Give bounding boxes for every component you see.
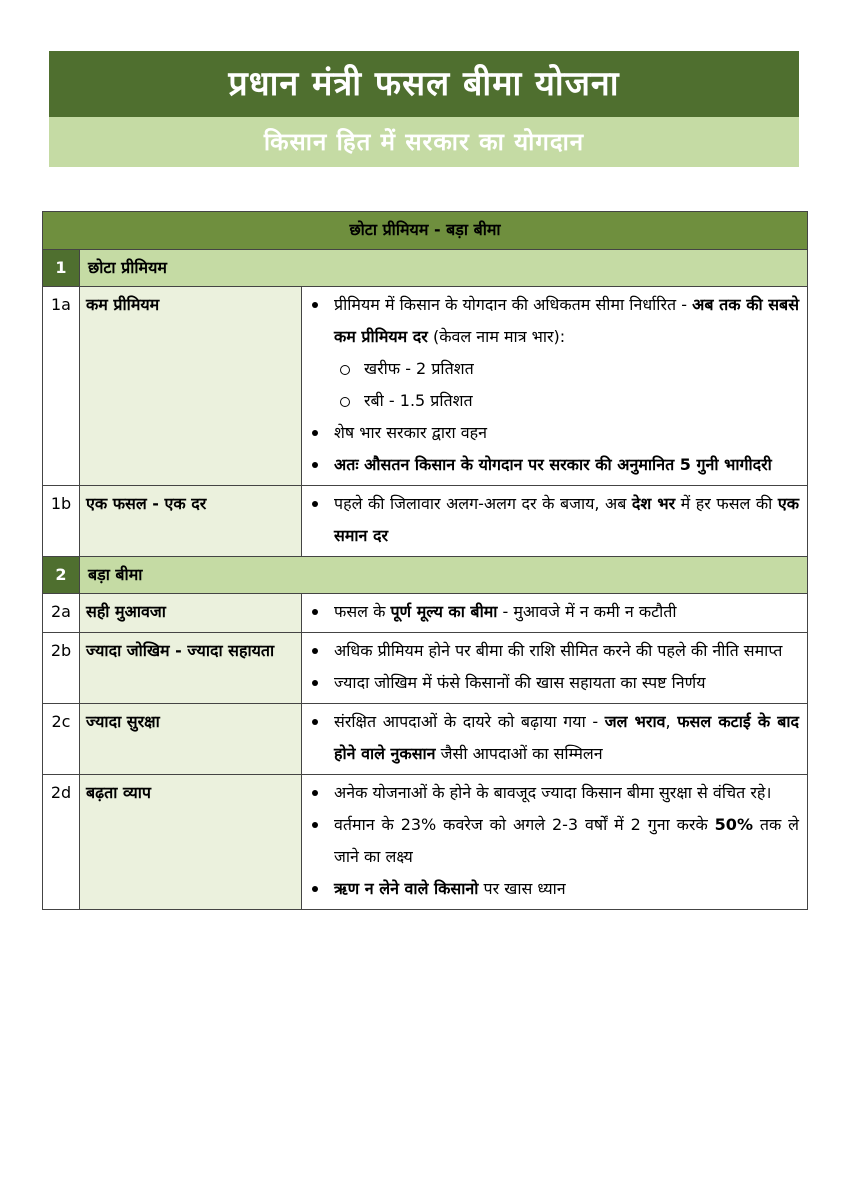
section-number: 2 <box>43 557 80 594</box>
table-row <box>43 486 808 557</box>
row-description <box>302 287 808 486</box>
section-title: छोटा प्रीमियम <box>80 250 808 287</box>
row-label: ज्यादा सुरक्षा <box>80 704 302 775</box>
section-row-1 <box>43 250 808 287</box>
bullet-item: ऋण न लेने वाले किसानो पर खास ध्यान <box>308 873 799 905</box>
section-row-2 <box>43 557 808 594</box>
page-title: प्रधान मंत्री फसल बीमा योजना <box>49 51 799 117</box>
row-description <box>302 633 808 704</box>
banner <box>49 51 799 167</box>
bullet-item: अनेक योजनाओं के होने के बावजूद ज्यादा किसान बीमा सुरक्षा से वंचित रहे। <box>308 777 799 809</box>
bullet-item: वर्तमान के 23% कवरेज को अगले 2-3 वर्षों में 2 गुना करके 50% तक ले जाने का लक्ष्य <box>308 809 799 873</box>
sub-bullet-item: रबी - 1.5 प्रतिशत <box>340 385 799 417</box>
bullet-item: प्रीमियम में किसान के योगदान की अधिकतम सीमा निर्धारित - अब तक की सबसे कम प्रीमियम दर (केवल नाम मात्र भार): खरीफ - 2 प्रतिशत रबी - 1.5 प्रतिशत <box>308 289 799 417</box>
row-description <box>302 704 808 775</box>
row-label: सही मुआवजा <box>80 594 302 633</box>
section-title: बड़ा बीमा <box>80 557 808 594</box>
row-label: ज्यादा जोखिम - ज्यादा सहायता <box>80 633 302 704</box>
bullet-item: अतः औसतन किसान के योगदान पर सरकार की अनुमानित 5 गुनी भागीदरी <box>308 449 799 481</box>
row-label: एक फसल - एक दर <box>80 486 302 557</box>
bullet-item: ज्यादा जोखिम में फंसे किसानों की खास सहायता का स्पष्ट निर्णय <box>308 667 799 699</box>
table-heading: छोटा प्रीमियम - बड़ा बीमा <box>43 212 808 250</box>
table-row <box>43 704 808 775</box>
row-description <box>302 486 808 557</box>
row-description <box>302 594 808 633</box>
row-description <box>302 775 808 910</box>
bullet-item: शेष भार सरकार द्वारा वहन <box>308 417 799 449</box>
table-row <box>43 594 808 633</box>
row-label: बढ़ता व्याप <box>80 775 302 910</box>
section-number: 1 <box>43 250 80 287</box>
row-number: 1a <box>43 287 80 486</box>
table-row <box>43 633 808 704</box>
row-number: 2b <box>43 633 80 704</box>
bullet-item: पहले की जिलावार अलग-अलग दर के बजाय, अब देश भर में हर फसल की एक समान दर <box>308 488 799 552</box>
row-number: 1b <box>43 486 80 557</box>
row-label: कम प्रीमियम <box>80 287 302 486</box>
sub-bullet-item: खरीफ - 2 प्रतिशत <box>340 353 799 385</box>
bullet-item: संरक्षित आपदाओं के दायरे को बढ़ाया गया - जल भराव, फसल कटाई के बाद होने वाले नुकसान जैसी आपदाओं का सम्मिलन <box>308 706 799 770</box>
scheme-table <box>42 211 808 910</box>
row-number: 2a <box>43 594 80 633</box>
row-number: 2d <box>43 775 80 910</box>
table-row <box>43 775 808 910</box>
table-row <box>43 287 808 486</box>
bullet-item: अधिक प्रीमियम होने पर बीमा की राशि सीमित करने की पहले की नीति समाप्त <box>308 635 799 667</box>
page-subtitle: किसान हित में सरकार का योगदान <box>49 117 799 167</box>
table-heading-row <box>43 212 808 250</box>
row-number: 2c <box>43 704 80 775</box>
bullet-item: फसल के पूर्ण मूल्य का बीमा - मुआवजे में न कमी न कटौती <box>308 596 799 628</box>
